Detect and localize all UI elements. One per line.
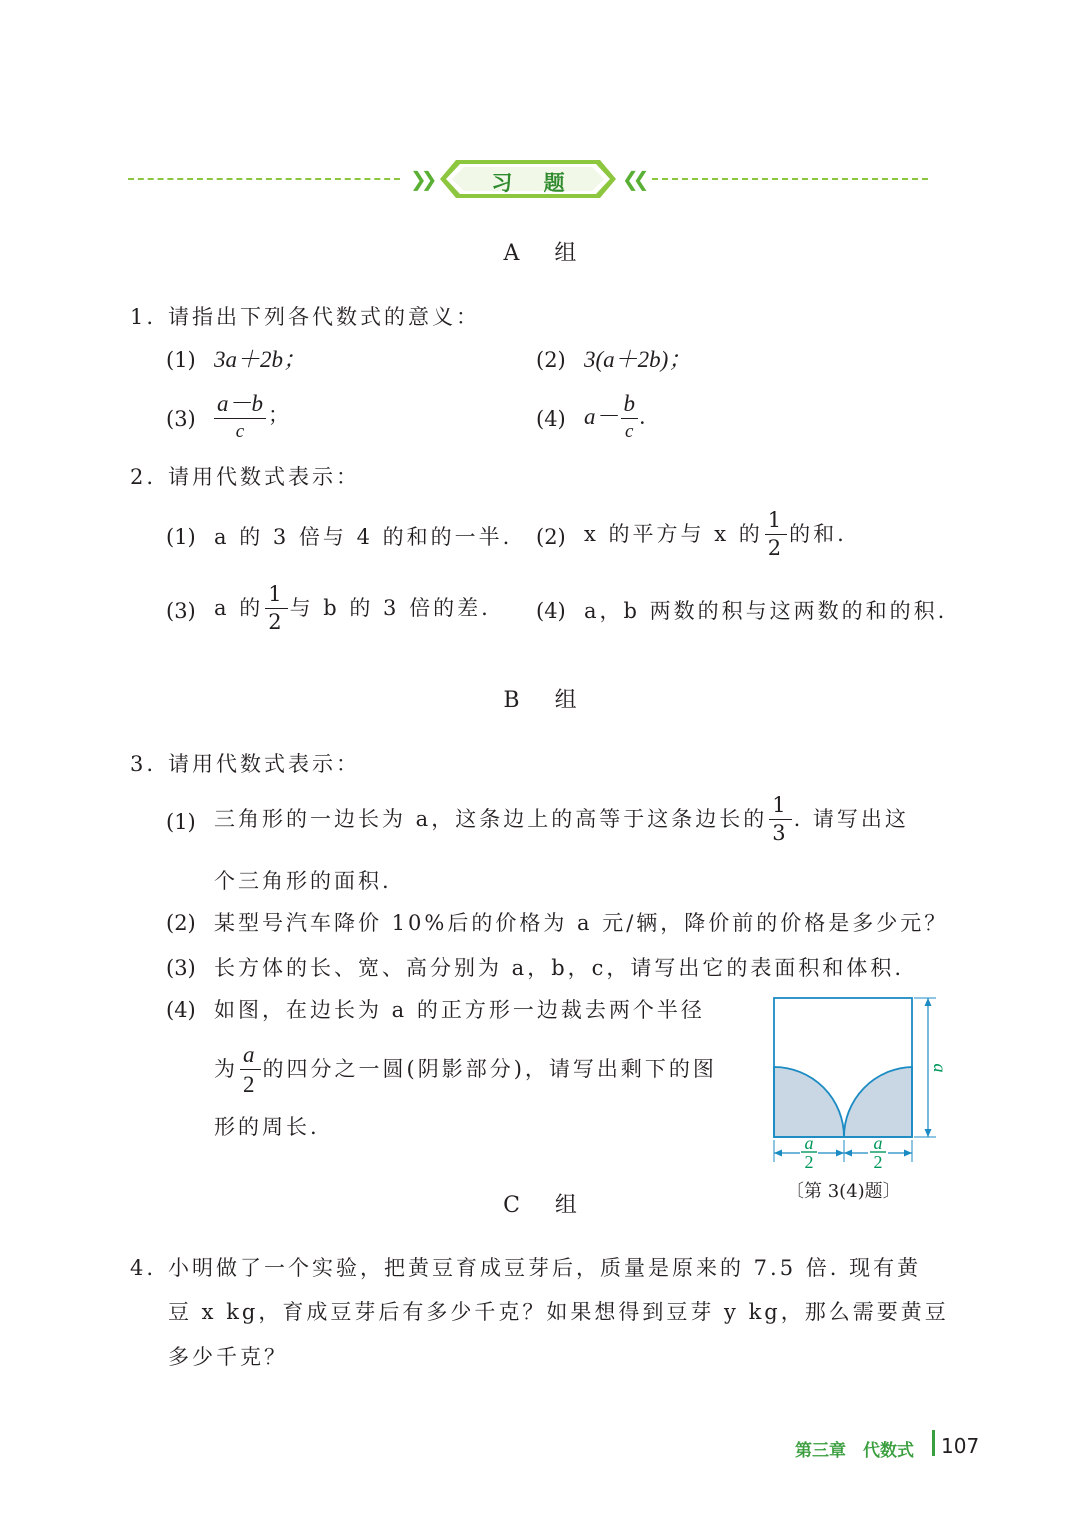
q1-part2-label: (2) [536,348,566,372]
header-dashed-line-right [652,178,928,180]
q1-text: 请指出下列各代数式的意义： [168,305,480,329]
q1-part3-numerator: a－b [214,392,266,419]
footer-divider [932,1430,935,1456]
q1-part4-denominator: c [625,421,634,442]
q2-text: 请用代数式表示： [168,465,360,489]
q3-part4-lead: 为 [214,1057,238,1081]
q2-part4-text: a，b 两数的积与这两数的和的积. [584,599,948,623]
group-b-title: B 组 [503,688,591,713]
q2-part3-numerator: 1 [265,584,287,609]
q2-part3-tail: 与 b 的 3 倍的差. [289,596,491,620]
figure-bottom-denominator-2: 2 [873,1152,883,1172]
q2-number: 2. [130,465,157,489]
chevron-left-icon: ❮❮ [622,167,644,191]
header-title: 习 题 [491,171,577,195]
q1-part3-denominator: c [235,421,245,442]
q3-part4-line1: 如图，在边长为 a 的正方形一边裁去两个半径 [214,998,705,1022]
q4-line3: 多少千克？ [168,1345,288,1369]
q1-part4-numerator: b [621,392,639,419]
q4-number: 4. [130,1256,157,1280]
figure-side-label: a [930,1063,950,1073]
header-dashed-line-left [128,178,400,180]
q3-part1-numerator: 1 [769,795,791,820]
q3-part2-text: 某型号汽车降价 10%后的价格为 a 元/辆，降价前的价格是多少元？ [214,911,949,935]
q4-line2: 豆 x kg，育成豆芽后有多少千克？如果想得到豆芽 y kg，那么需要黄豆 [168,1300,949,1324]
q3-part2-label: (2) [166,911,196,935]
q1-part2-expr: 3(a＋2b)； [584,347,692,372]
q1-part4-label: (4) [536,407,566,431]
q2-part2-fraction [765,510,787,559]
q3-part1-expr [214,795,909,844]
q2-part3-expr [214,584,491,633]
q3-number: 3. [130,752,157,776]
figure-bottom-numerator-1: a [804,1133,814,1153]
q3-part4-line3: 形的周长. [214,1115,320,1139]
q3-part4-tail: 的四分之一圆(阴影部分)，请写出剩下的图 [262,1057,717,1081]
q1-part4-tail: . [640,404,646,429]
q2-part3-label: (3) [166,599,196,623]
q3-part1-lead: 三角形的一边长为 a，这条边上的高等于这条边长的 [214,807,768,831]
q3-part1-line2: 个三角形的面积. [214,869,392,893]
q1-part1-expr: 3a＋2b； [214,347,306,372]
q2-part3-lead: a 的 [214,596,264,620]
group-a-title: A 组 [503,241,591,266]
q2-part1-label: (1) [166,525,196,549]
figure-bottom-denominator-1: 2 [804,1152,814,1172]
square-quarter-circles-figure [760,990,960,1175]
chevron-right-icon: ❯❯ [410,167,432,191]
q3-part1-tail: . 请写出这 [793,807,909,831]
q3-part1-denominator: 3 [772,821,789,845]
q2-part3-fraction [265,584,287,633]
q1-part3-expr [212,392,289,441]
figure-bottom-numerator-2: a [873,1133,883,1153]
quarter-circle-right [844,1067,912,1137]
q3-part1-fraction [769,795,791,844]
q3-part4-numerator: a [240,1043,261,1070]
q1-part3-label: (3) [166,407,196,431]
q3-part4-fraction [240,1043,261,1096]
q3-part4-label: (4) [166,998,196,1022]
q1-part4-fraction [621,392,639,441]
q1-part4-expr [584,392,646,441]
q2-part2-denominator: 2 [767,536,785,560]
q3-text: 请用代数式表示： [168,752,360,776]
q3-part3-label: (3) [166,956,196,980]
q1-part4-lead: a－ [584,404,619,429]
q1-part1-label: (1) [166,348,196,372]
q3-part4-line2 [214,1043,717,1096]
q2-part1-text: a 的 3 倍与 4 的和的一半. [214,525,513,549]
q1-part3-fraction [214,392,266,441]
q2-part2-label: (2) [536,525,566,549]
page-number: 107 [941,1434,980,1458]
q4-line1: 小明做了一个实验，把黄豆育成豆芽后，质量是原来的 7.5 倍. 现有黄 [168,1256,922,1280]
group-c-title: C 组 [503,1193,591,1218]
q1-part3-tail: ； [268,403,289,427]
figure-caption: 〔第 3(4)题〕 [786,1181,901,1202]
q2-part2-expr [584,510,847,559]
q2-part4-label: (4) [536,599,566,623]
q2-part2-numerator: 1 [765,510,787,535]
q3-part4-denominator: 2 [243,1072,258,1097]
q3-part1-label: (1) [166,810,196,834]
q2-part2-lead: x 的平方与 x 的 [584,522,763,546]
q1-number: 1. [130,305,157,329]
q2-part2-tail: 的和. [789,522,847,546]
footer-chapter: 第三章 代数式 [795,1441,914,1461]
q3-part3-text: 长方体的长、宽、高分别为 a，b，c，请写出它的表面积和体积. [214,956,905,980]
q2-part3-denominator: 2 [268,610,285,634]
quarter-circle-left [774,1067,844,1137]
